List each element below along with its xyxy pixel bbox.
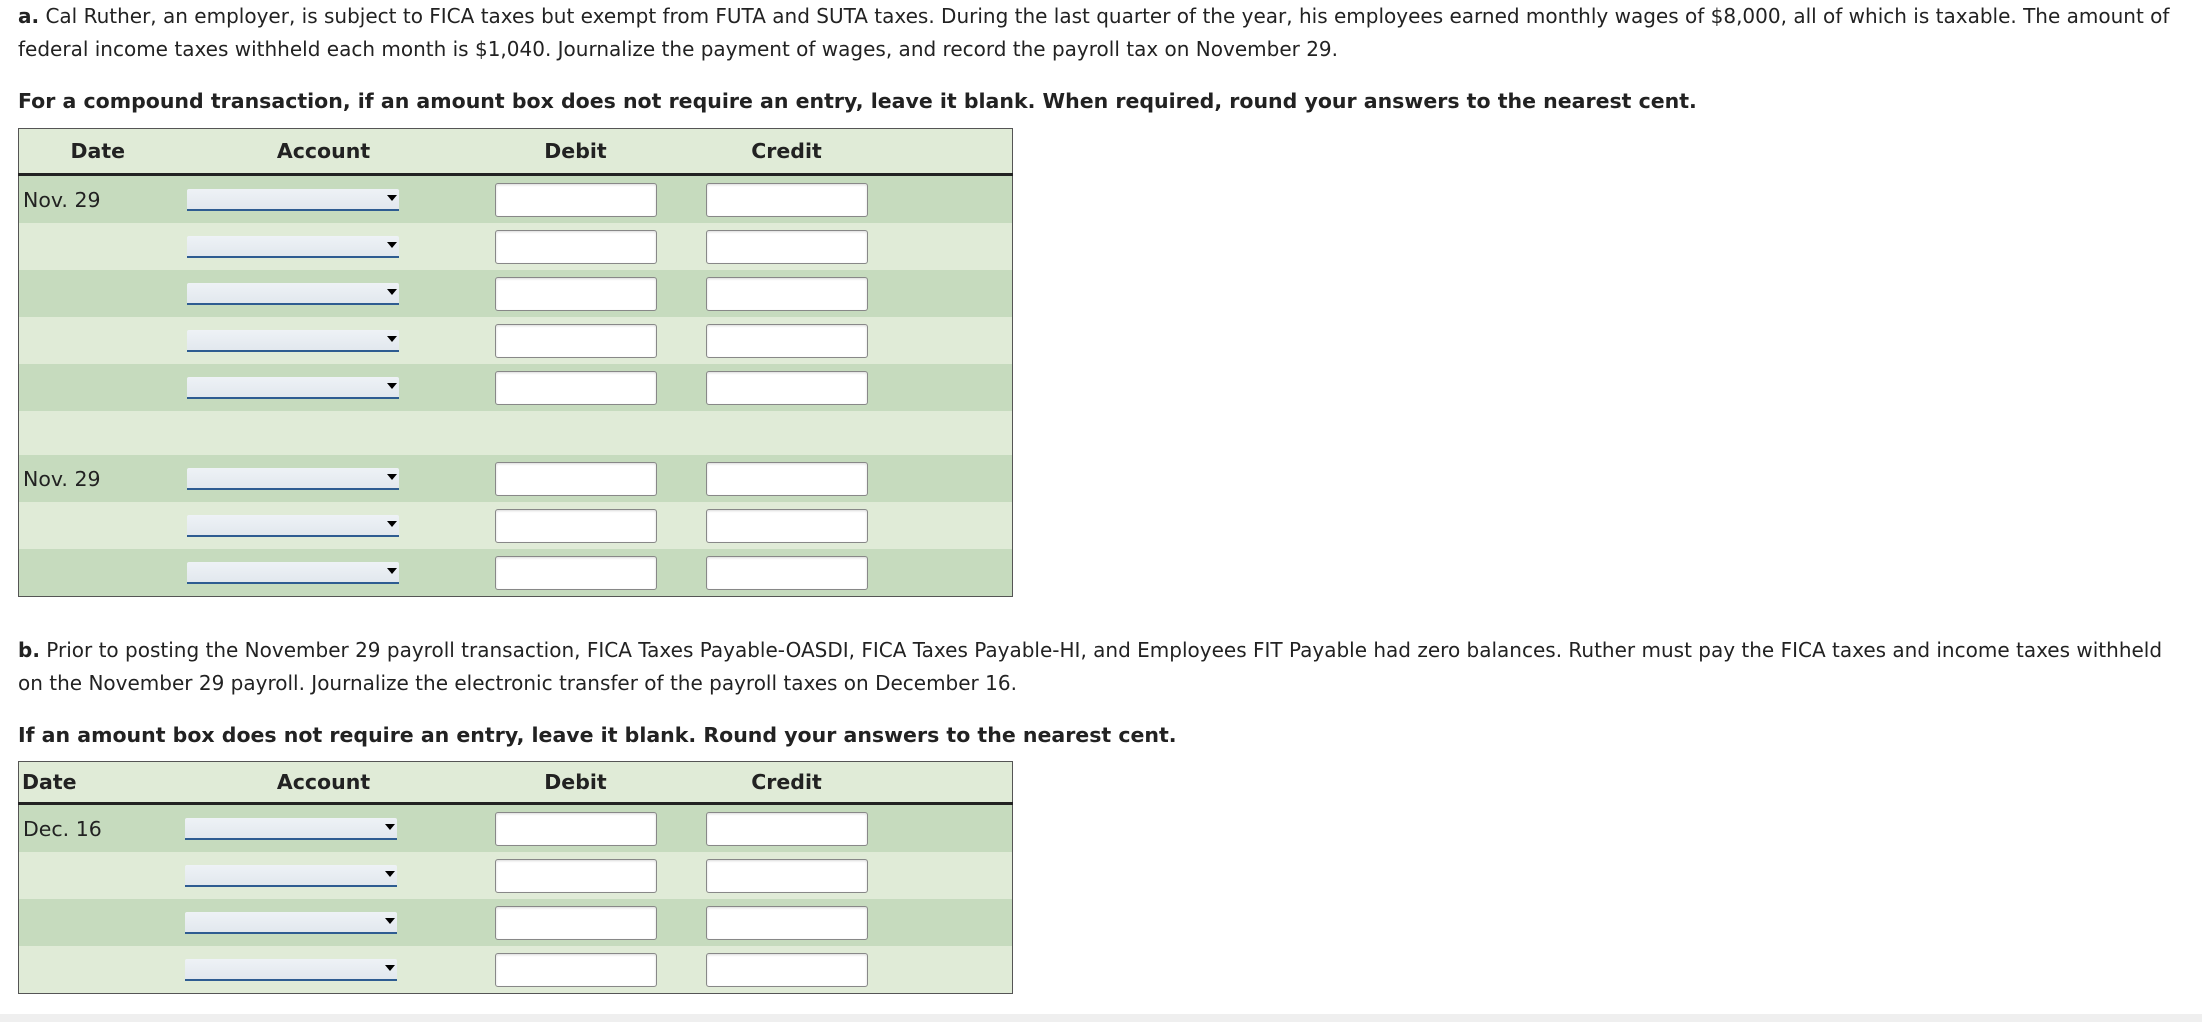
chevron-down-icon [387,336,397,342]
debit-input[interactable] [495,556,657,590]
account-select[interactable] [187,330,399,352]
table-row [19,946,1013,994]
credit-input[interactable] [706,324,868,358]
account-select[interactable] [187,377,399,399]
header-date: Date [19,762,177,804]
part-b-text: Prior to posting the November 29 payroll transaction, FICA Taxes Payable-OASDI, FICA Taxes Payable-HI, and Employees FIT Payable had zero balances. Ruther must pay the FICA taxes and income taxes withheld on the November 29 payroll. Journalize the electronic transfer of the payroll taxes on December 16. [18,638,2163,695]
header-credit: Credit [681,129,893,175]
credit-input[interactable] [706,230,868,264]
entry-date: Nov. 29 [19,455,177,502]
chevron-down-icon [387,568,397,574]
header-account: Account [177,129,471,175]
credit-input[interactable] [706,509,868,543]
credit-input[interactable] [706,812,868,846]
part-b-instruction: If an amount box does not require an entry, leave it blank. Round your answers to the nearest cent. [18,723,1177,747]
chevron-down-icon [387,474,397,480]
table-row [19,364,1013,411]
part-a-question [18,0,2188,66]
part-a-text: Cal Ruther, an employer, is subject to FICA taxes but exempt from FUTA and SUTA taxes. During the last quarter of the year, his employees earned monthly wages of $8,000, all of which is taxable. The amount of federal income taxes withheld each month is $1,040. Journalize the payment of wages, and record the payroll tax on November 29. [18,4,2170,61]
chevron-down-icon [385,918,395,924]
header-account: Account [177,762,471,804]
journal-table-a [18,128,1013,597]
table-row [19,549,1013,597]
credit-input[interactable] [706,183,868,217]
chevron-down-icon [387,521,397,527]
entry-date: Dec. 16 [19,804,177,853]
account-select[interactable] [187,283,399,305]
table-row [19,502,1013,549]
debit-input[interactable] [495,509,657,543]
account-select[interactable] [185,959,397,981]
credit-input[interactable] [706,462,868,496]
account-select[interactable] [187,236,399,258]
table-row [19,804,1013,853]
debit-input[interactable] [495,462,657,496]
credit-input[interactable] [706,859,868,893]
header-credit: Credit [681,762,893,804]
part-a-instruction: For a compound transaction, if an amount box does not require an entry, leave it blank. When required, round your answers to the nearest cent. [18,89,1697,113]
table-row [19,317,1013,364]
spacer-row [19,411,1013,455]
part-a-label: a. [18,4,40,28]
account-select[interactable] [187,515,399,537]
chevron-down-icon [385,965,395,971]
debit-input[interactable] [495,906,657,940]
debit-input[interactable] [495,324,657,358]
table-row [19,899,1013,946]
credit-input[interactable] [706,953,868,987]
header-date: Date [19,129,177,175]
page-footer-bar [0,1014,2202,1022]
account-select[interactable] [185,912,397,934]
table-row [19,455,1013,502]
table-row [19,270,1013,317]
account-select[interactable] [187,468,399,490]
journal-table-b [18,761,1013,994]
part-b-label: b. [18,638,40,662]
table-row [19,223,1013,270]
chevron-down-icon [387,242,397,248]
debit-input[interactable] [495,812,657,846]
header-debit: Debit [471,129,681,175]
table-row [19,175,1013,224]
chevron-down-icon [387,195,397,201]
chevron-down-icon [385,871,395,877]
account-select[interactable] [187,562,399,584]
credit-input[interactable] [706,556,868,590]
entry-date: Nov. 29 [19,175,177,224]
chevron-down-icon [385,824,395,830]
chevron-down-icon [387,289,397,295]
credit-input[interactable] [706,906,868,940]
debit-input[interactable] [495,953,657,987]
debit-input[interactable] [495,277,657,311]
chevron-down-icon [387,383,397,389]
debit-input[interactable] [495,859,657,893]
debit-input[interactable] [495,230,657,264]
account-select[interactable] [185,818,397,840]
header-debit: Debit [471,762,681,804]
debit-input[interactable] [495,183,657,217]
debit-input[interactable] [495,371,657,405]
account-select[interactable] [187,189,399,211]
account-select[interactable] [185,865,397,887]
credit-input[interactable] [706,277,868,311]
part-b-question [18,634,2188,700]
credit-input[interactable] [706,371,868,405]
table-row [19,852,1013,899]
